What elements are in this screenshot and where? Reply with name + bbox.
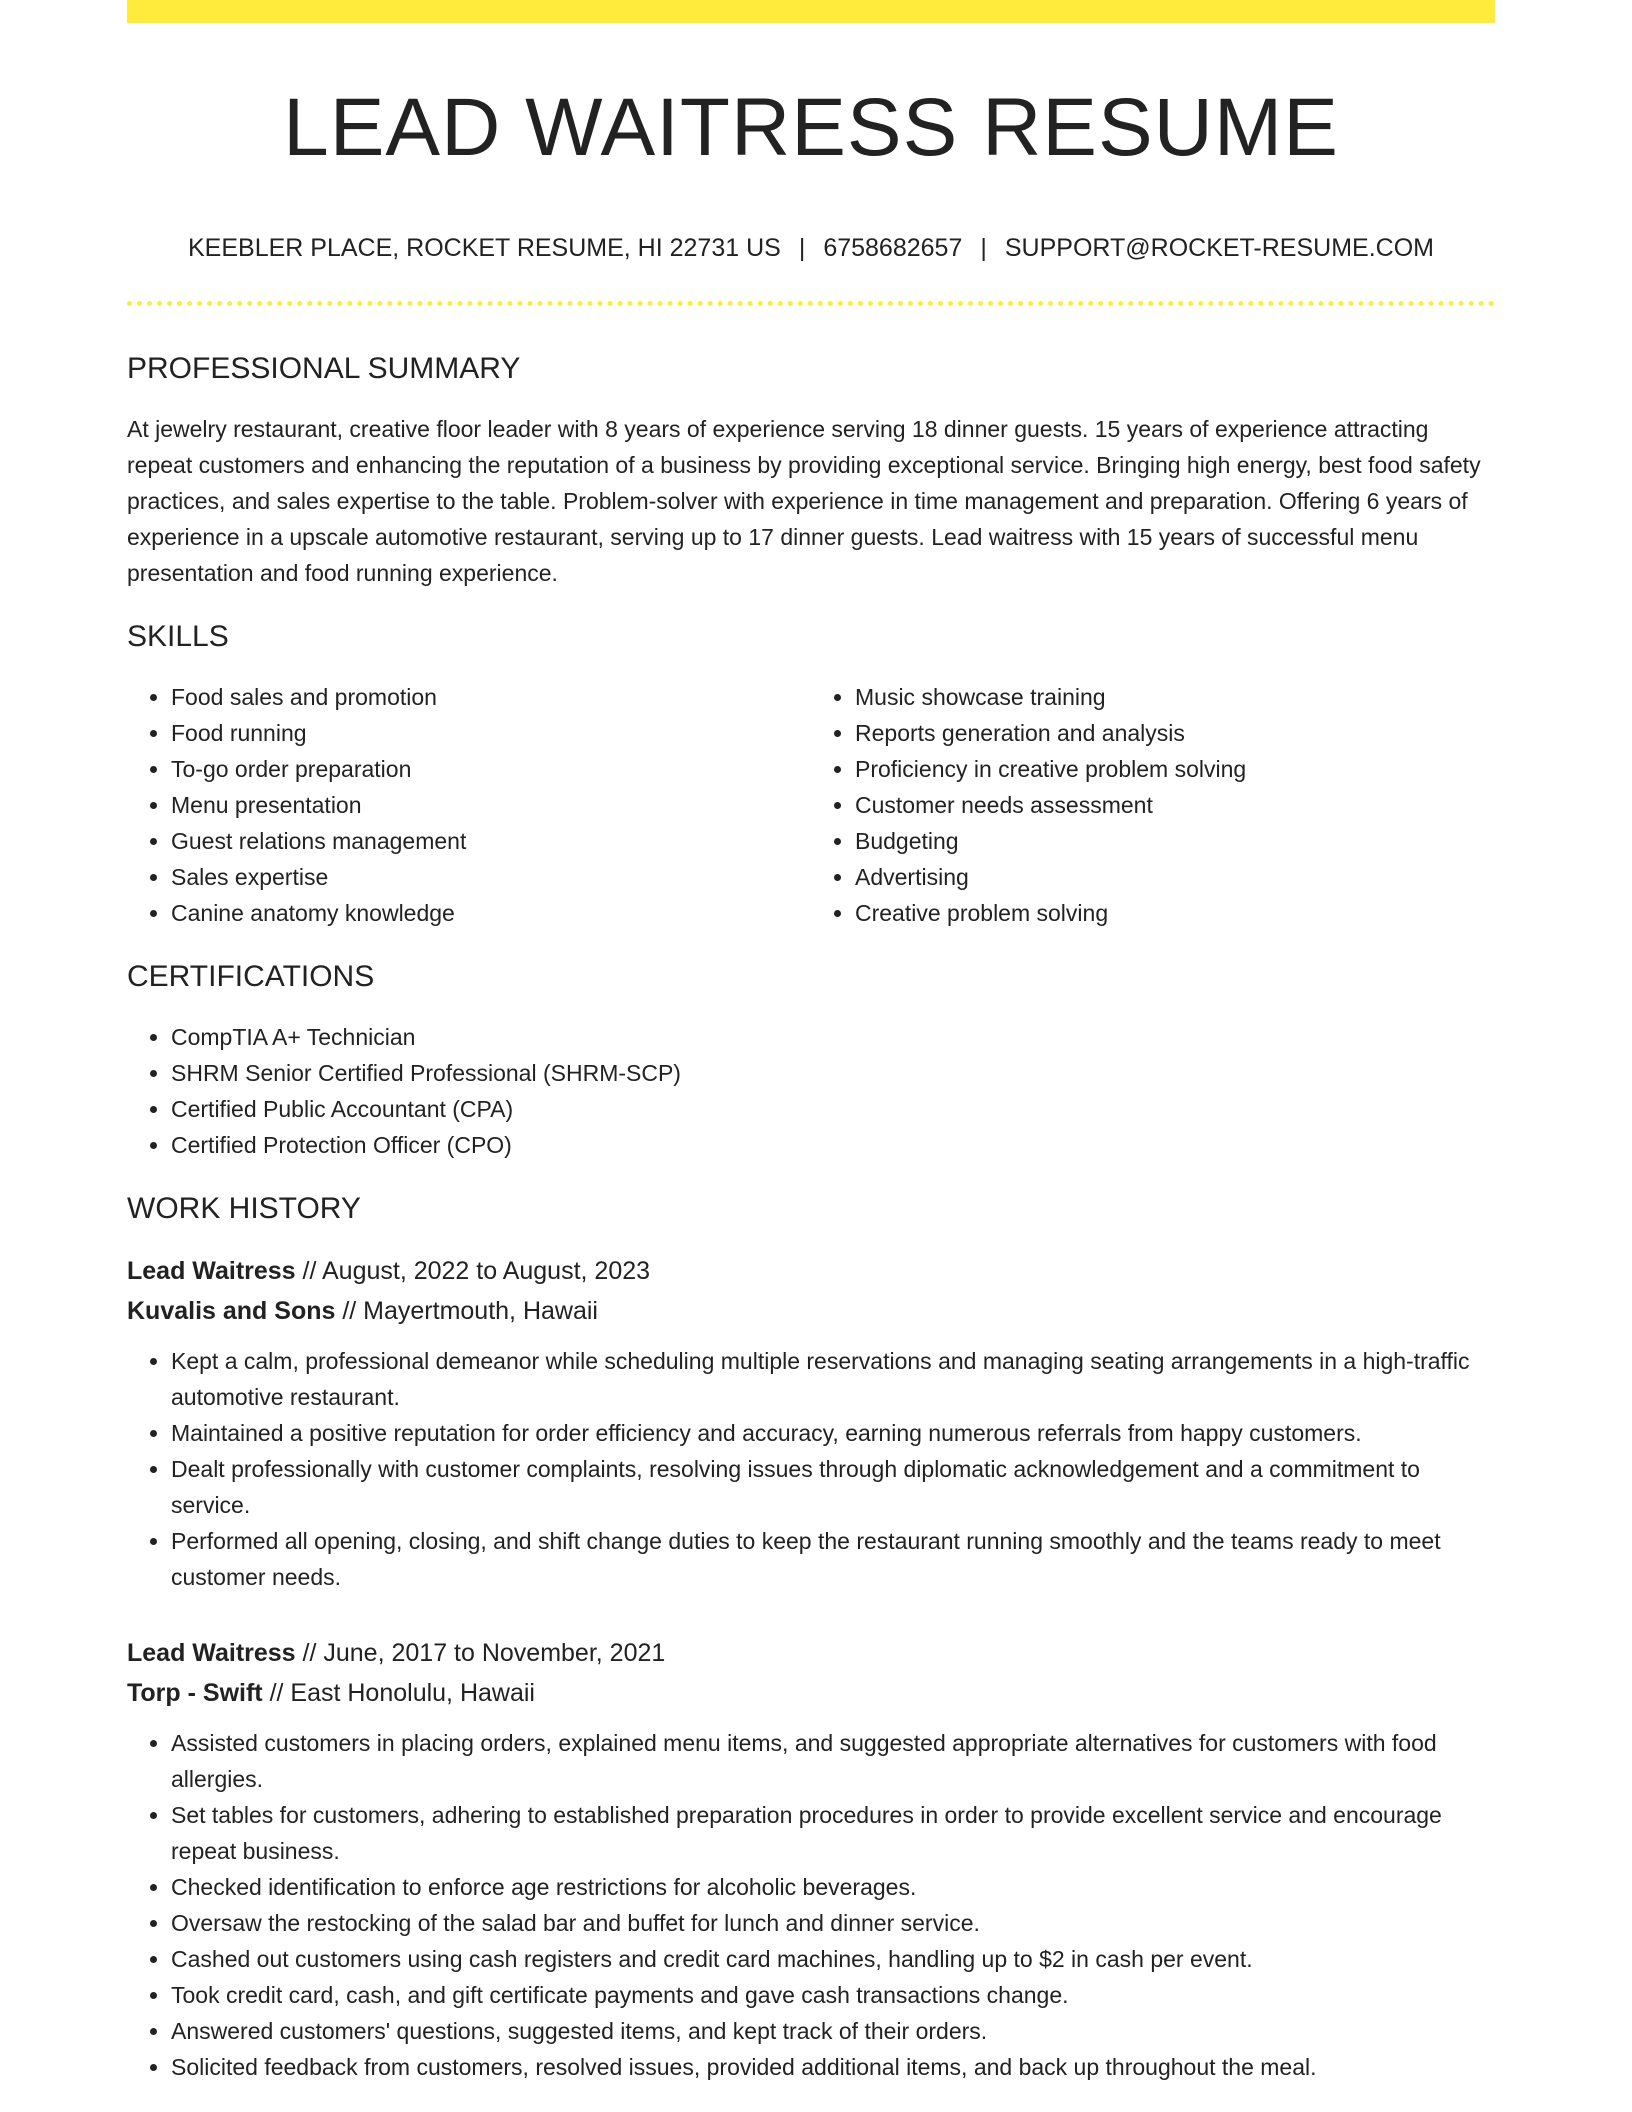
job-company-line	[127, 1291, 1495, 1331]
job-duties-list	[127, 1343, 1495, 1595]
job-duties-list	[127, 1725, 1495, 2085]
job-duty: • Dealt professionally with customer complaints, resolving issues through diplomatic acknowledgement and a commitment to service.	[171, 1451, 1495, 1523]
skill-item: • Guest relations management	[171, 823, 811, 859]
certification-item: • SHRM Senior Certified Professional (SHRM-SCP)	[171, 1055, 1495, 1091]
contact-address: KEEBLER PLACE, ROCKET RESUME, HI 22731 US	[188, 234, 781, 263]
skills-heading: SKILLS	[127, 620, 229, 654]
skill-item: • To-go order preparation	[171, 751, 811, 787]
job-company: Kuvalis and Sons	[127, 1297, 336, 1326]
job-title-line	[127, 1251, 1495, 1291]
skills-section	[127, 619, 1495, 931]
skill-item: • Advertising	[855, 859, 1495, 895]
job-duty: • Cashed out customers using cash registers and credit card machines, handling up to $2 in cash per event.	[171, 1941, 1495, 1977]
skill-item: • Sales expertise	[171, 859, 811, 895]
job-title: Lead Waitress	[127, 1639, 296, 1668]
resume-title: LEAD WAITRESS RESUME	[283, 82, 1339, 173]
job-title-line	[127, 1633, 1495, 1673]
skill-item: • Proficiency in creative problem solving	[855, 751, 1495, 787]
skills-grid	[127, 679, 1495, 931]
skill-item: • Food running	[171, 715, 811, 751]
certifications-list	[127, 1019, 1495, 1163]
job-entry	[127, 1251, 1495, 1595]
job-duty: • Set tables for customers, adhering to established preparation procedures in order to provide excellent service and encourage repeat business.	[171, 1797, 1495, 1869]
job-duty: • Checked identification to enforce age restrictions for alcoholic beverages.	[171, 1869, 1495, 1905]
top-accent-bar	[127, 0, 1495, 23]
skill-item: • Food sales and promotion	[171, 679, 811, 715]
job-company: Torp - Swift	[127, 1679, 263, 1708]
skills-list-left	[127, 679, 811, 931]
certifications-section	[127, 959, 1495, 1163]
job-title: Lead Waitress	[127, 1257, 296, 1286]
skill-item: • Canine anatomy knowledge	[171, 895, 811, 931]
skill-item: • Budgeting	[855, 823, 1495, 859]
job-company-line	[127, 1673, 1495, 1713]
certifications-heading: CERTIFICATIONS	[127, 960, 375, 994]
contact-phone[interactable]: 6758682657	[823, 234, 963, 263]
skill-item: • Menu presentation	[171, 787, 811, 823]
job-duty: • Answered customers' questions, suggested items, and kept track of their orders.	[171, 2013, 1495, 2049]
skill-item: • Creative problem solving	[855, 895, 1495, 931]
skill-item: • Music showcase training	[855, 679, 1495, 715]
job-duty: • Solicited feedback from customers, resolved issues, provided additional items, and back up throughout the meal.	[171, 2049, 1495, 2085]
job-dates: // June, 2017 to November, 2021	[295, 1639, 666, 1668]
job-dates: // August, 2022 to August, 2023	[295, 1257, 651, 1286]
job-location: // Mayertmouth, Hawaii	[335, 1297, 598, 1326]
summary-text: At jewelry restaurant, creative floor leader with 8 years of experience serving 18 dinner guests. 15 years of experience attracting repeat customers and enhancing the reputation of a business by providing exceptional service. Bringing high energy, best food safety practices, and sales expertise to the table. Problem-solver with experience in time management and preparation. Offering 6 years of experience in a upscale automotive restaurant, serving up to 17 dinner guests. Lead waitress with 15 years of successful menu presentation and food running experience.	[127, 416, 1481, 587]
certification-item: • CompTIA A+ Technician	[171, 1019, 1495, 1055]
job-duty: • Kept a calm, professional demeanor while scheduling multiple reservations and managing seating arrangements in a high-traffic automotive restaurant.	[171, 1343, 1495, 1415]
job-location: // East Honolulu, Hawaii	[262, 1679, 535, 1708]
job-duty: • Oversaw the restocking of the salad bar and buffet for lunch and dinner service.	[171, 1905, 1495, 1941]
work-history-heading: WORK HISTORY	[127, 1192, 361, 1226]
skill-item: • Customer needs assessment	[855, 787, 1495, 823]
dotted-divider	[127, 301, 1495, 306]
skills-list-right	[811, 679, 1495, 931]
resume-page	[127, 0, 1495, 2085]
skill-item: • Reports generation and analysis	[855, 715, 1495, 751]
job-duty: • Assisted customers in placing orders, explained menu items, and suggested appropriate alternatives for customers with food allergies.	[171, 1725, 1495, 1797]
job-entry	[127, 1633, 1495, 2085]
certification-item: • Certified Public Accountant (CPA)	[171, 1091, 1495, 1127]
summary-heading: PROFESSIONAL SUMMARY	[127, 352, 521, 386]
contact-line	[127, 233, 1495, 263]
job-duty: • Maintained a positive reputation for order efficiency and accuracy, earning numerous referrals from happy customers.	[171, 1415, 1495, 1451]
certification-item: • Certified Protection Officer (CPO)	[171, 1127, 1495, 1163]
contact-email[interactable]: SUPPORT@ROCKET-RESUME.COM	[1004, 234, 1434, 263]
work-history-section	[127, 1191, 1495, 2085]
contact-separator: |	[980, 234, 987, 263]
job-duty: • Took credit card, cash, and gift certificate payments and gave cash transactions change.	[171, 1977, 1495, 2013]
job-duty: • Performed all opening, closing, and shift change duties to keep the restaurant running smoothly and the teams ready to meet customer needs.	[171, 1523, 1495, 1595]
contact-separator: |	[798, 234, 806, 263]
